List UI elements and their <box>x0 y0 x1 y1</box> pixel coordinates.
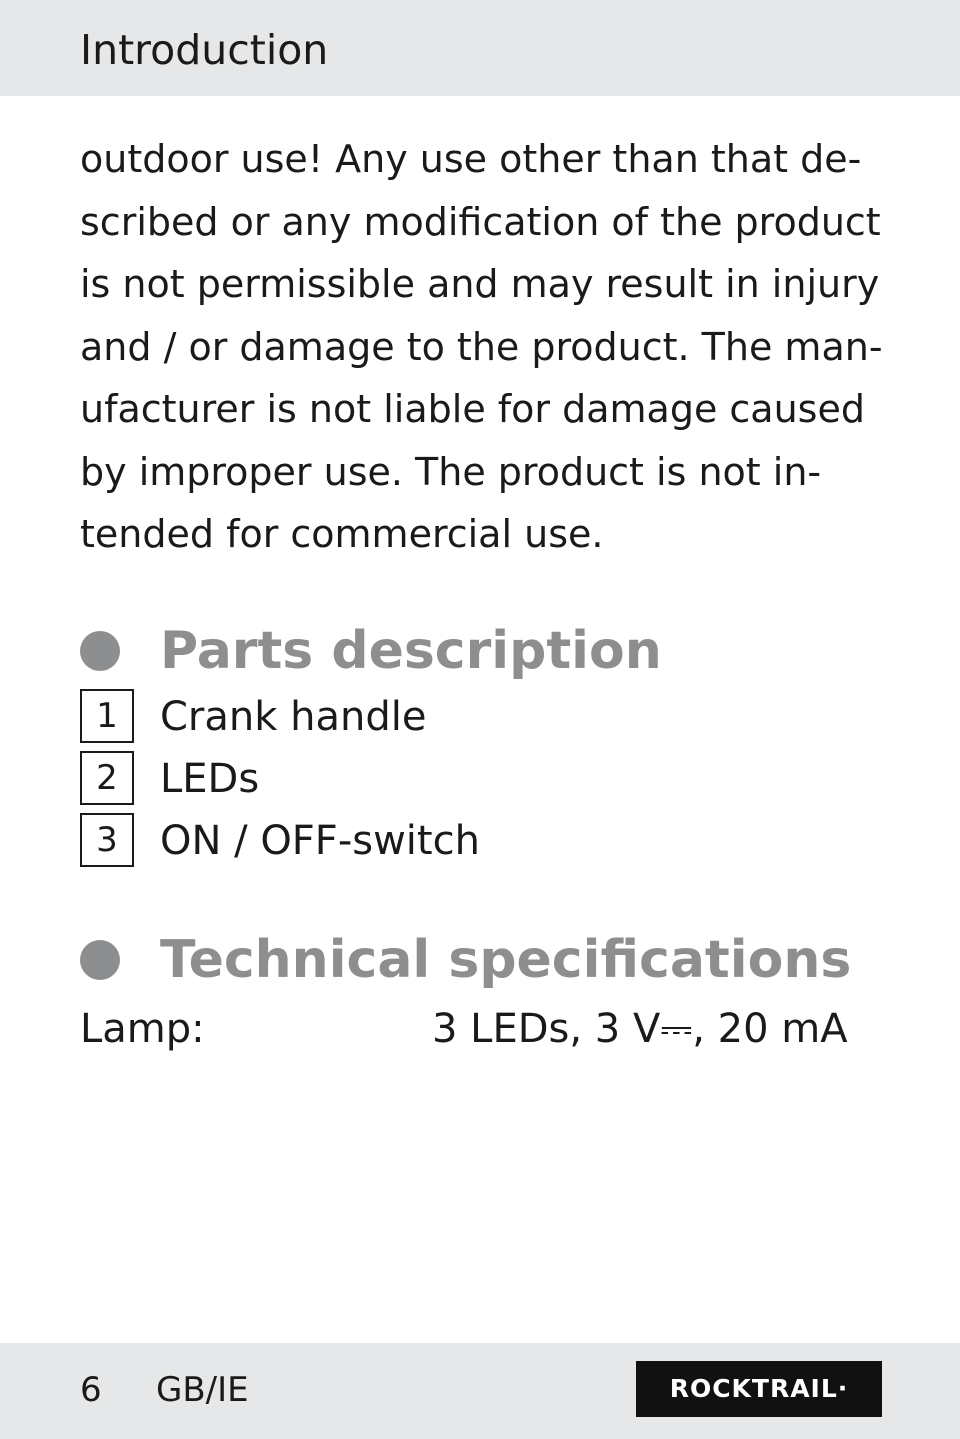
spec-key: Lamp: <box>80 1006 205 1052</box>
paragraph-line: scribed or any modification of the product <box>80 199 881 244</box>
intro-paragraph <box>80 128 900 566</box>
part-label: Crank handle <box>160 694 427 740</box>
part-label: ON / OFF-switch <box>160 818 480 864</box>
paragraph-line: by improper use. The product is not in- <box>80 449 822 494</box>
page-number: 6 <box>80 1370 102 1410</box>
page-footer <box>0 1343 960 1439</box>
part-number-box: 1 <box>80 689 134 743</box>
list-item <box>80 686 780 748</box>
paragraph-line: ufacturer is not liable for damage caused <box>80 387 865 431</box>
page-header <box>0 0 960 96</box>
spec-value: 3 LEDs, 3 V⎓, 20 mA <box>432 1006 848 1052</box>
list-item <box>80 748 780 810</box>
brand-logo: ROCKTRAIL· <box>636 1361 882 1417</box>
part-label: LEDs <box>160 756 260 802</box>
paragraph-line: outdoor use! Any use other than that de- <box>80 137 862 181</box>
language-code: GB/IE <box>156 1370 249 1410</box>
parts-heading <box>80 616 880 686</box>
bullet-icon <box>80 940 120 980</box>
part-number-box: 2 <box>80 751 134 805</box>
spec-row <box>80 998 880 1060</box>
parts-heading-text: Parts description <box>160 621 662 681</box>
list-item <box>80 810 780 872</box>
page-section-title: Introduction <box>80 26 329 74</box>
paragraph-line: is not permissible and may result in injury <box>80 262 880 306</box>
paragraph-line: tended for commercial use. <box>80 512 604 556</box>
bullet-icon <box>80 631 120 671</box>
part-number-box: 3 <box>80 813 134 867</box>
paragraph-line: and / or damage to the product. The man- <box>80 324 883 369</box>
specs-heading-text: Technical specifications <box>160 930 852 990</box>
specs-heading <box>80 925 900 995</box>
